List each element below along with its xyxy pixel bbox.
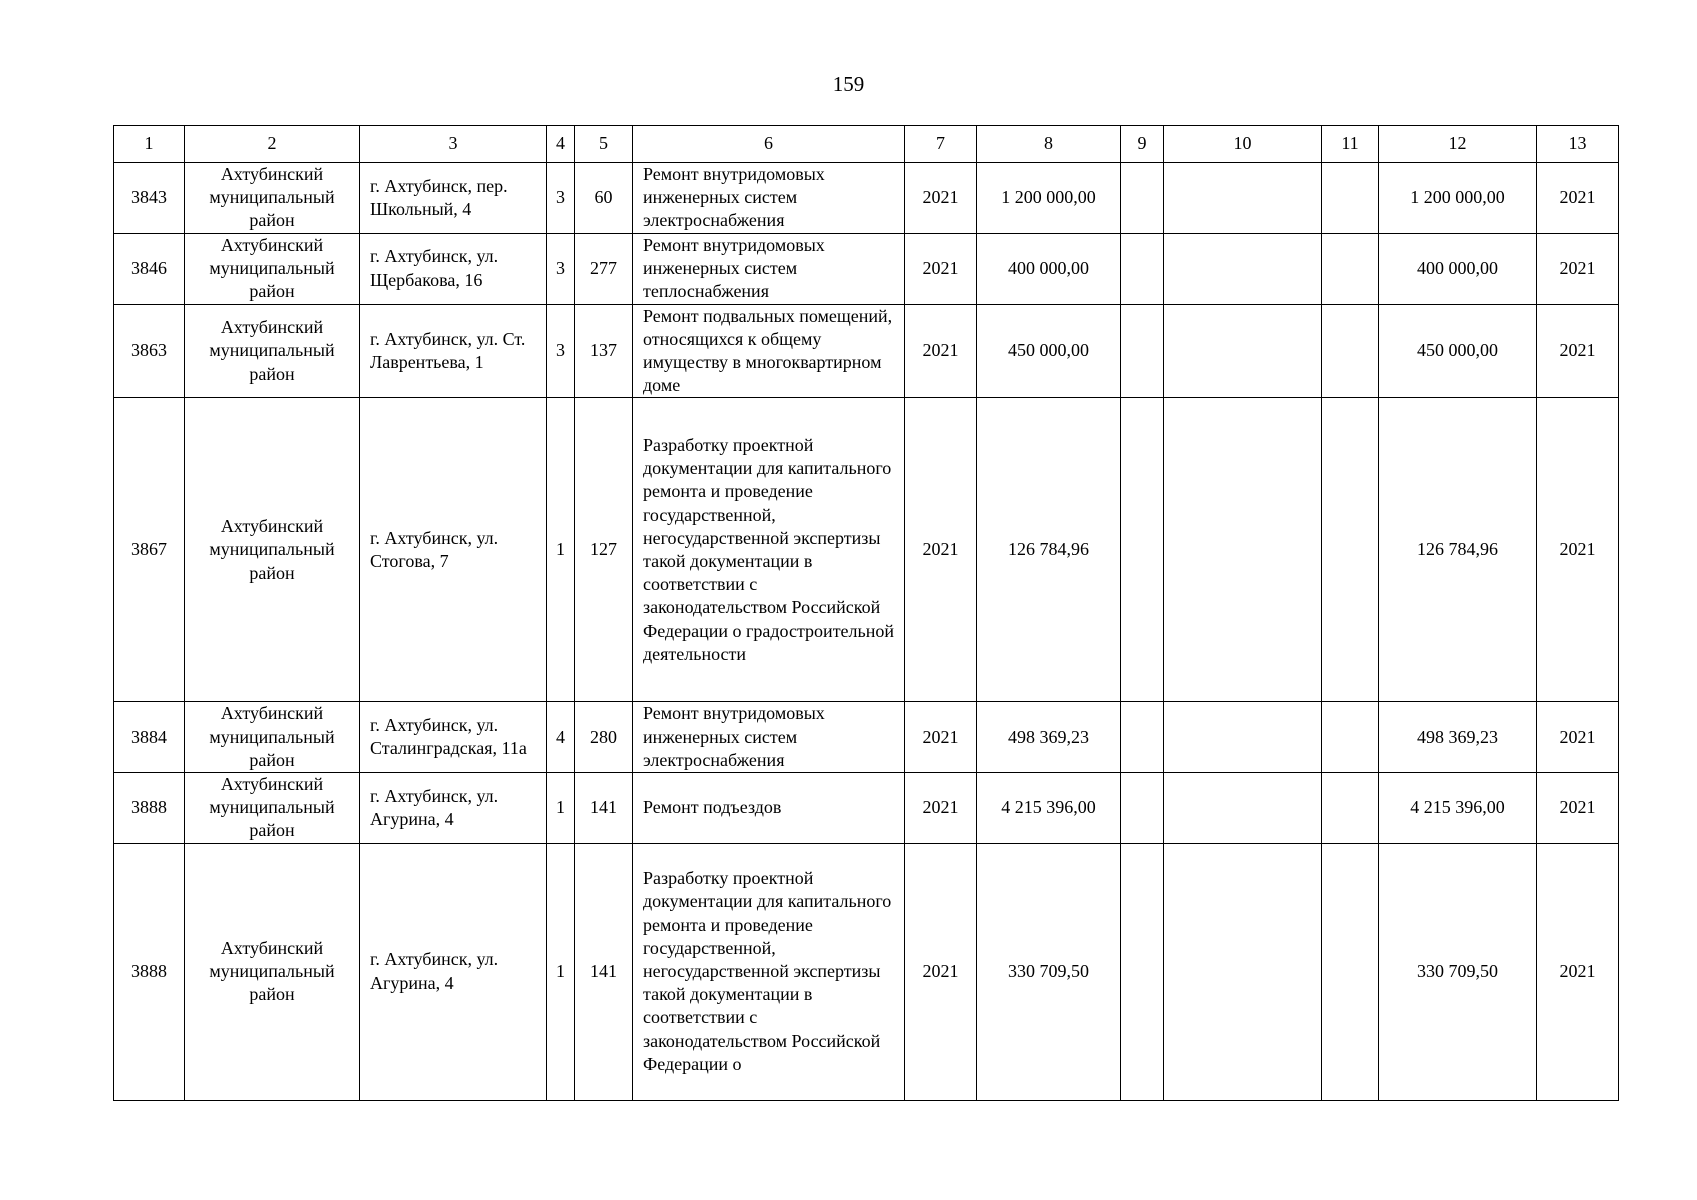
table-row [114,233,1619,304]
amount-cell: 1 200 000,00 [1379,163,1537,234]
column-header: 9 [1121,126,1164,163]
work-type-cell: Ремонт подъездов [633,773,905,844]
year-cell: 2021 [905,233,977,304]
completion-year-cell: 2021 [1537,163,1619,234]
work-type-cell: Ремонт внутридомовых инженерных систем теплоснабжения [633,233,905,304]
municipality-cell: Ахтубинский муниципальный район [185,398,360,702]
address-cell: г. Ахтубинск, пер. Школьный, 4 [360,163,547,234]
amount-cell: 330 709,50 [1379,843,1537,1100]
column-9-cell [1121,702,1164,773]
object-id-cell: 3863 [114,304,185,398]
year-cell: 2021 [905,702,977,773]
address-cell: г. Ахтубинск, ул. Ст. Лаврентьева, 1 [360,304,547,398]
table-row [114,304,1619,398]
object-id-cell: 3846 [114,233,185,304]
page-number: 159 [832,72,865,96]
column-header: 5 [575,126,633,163]
cost-cell: 450 000,00 [977,304,1121,398]
column-10-cell [1164,304,1322,398]
column-5-cell: 137 [575,304,633,398]
address-cell: г. Ахтубинск, ул. Агурина, 4 [360,843,547,1100]
work-type-cell: Разработку проектной документации для капитального ремонта и проведение государственной, негосударственной экспертизы такой документации в соответствии с законодательством Российской Федерации о [633,843,905,1100]
completion-year-cell: 2021 [1537,702,1619,773]
column-header: 8 [977,126,1121,163]
municipality-cell: Ахтубинский муниципальный район [185,702,360,773]
municipality-cell: Ахтубинский муниципальный район [185,843,360,1100]
amount-cell: 126 784,96 [1379,398,1537,702]
cost-cell: 498 369,23 [977,702,1121,773]
column-9-cell [1121,398,1164,702]
table-row [114,398,1619,702]
column-10-cell [1164,843,1322,1100]
column-9-cell [1121,773,1164,844]
column-9-cell [1121,233,1164,304]
amount-cell: 400 000,00 [1379,233,1537,304]
column-10-cell [1164,773,1322,844]
column-4-cell: 1 [547,398,575,702]
column-5-cell: 141 [575,843,633,1100]
work-type-cell: Ремонт подвальных помещений, относящихся к общему имуществу в многоквартирном доме [633,304,905,398]
address-cell: г. Ахтубинск, ул. Сталинградская, 11а [360,702,547,773]
cost-cell: 330 709,50 [977,843,1121,1100]
column-10-cell [1164,233,1322,304]
completion-year-cell: 2021 [1537,233,1619,304]
municipality-cell: Ахтубинский муниципальный район [185,304,360,398]
column-header: 11 [1322,126,1379,163]
column-10-cell [1164,163,1322,234]
municipality-cell: Ахтубинский муниципальный район [185,773,360,844]
cost-cell: 1 200 000,00 [977,163,1121,234]
object-id-cell: 3884 [114,702,185,773]
municipality-cell: Ахтубинский муниципальный район [185,163,360,234]
completion-year-cell: 2021 [1537,843,1619,1100]
column-4-cell: 1 [547,773,575,844]
column-header: 3 [360,126,547,163]
address-cell: г. Ахтубинск, ул. Щербакова, 16 [360,233,547,304]
column-4-cell: 4 [547,702,575,773]
column-11-cell [1322,702,1379,773]
table-row [114,702,1619,773]
municipality-cell: Ахтубинский муниципальный район [185,233,360,304]
column-header: 13 [1537,126,1619,163]
address-cell: г. Ахтубинск, ул. Стогова, 7 [360,398,547,702]
column-11-cell [1322,398,1379,702]
table-row [114,843,1619,1100]
work-type-cell: Ремонт внутридомовых инженерных систем электроснабжения [633,163,905,234]
object-id-cell: 3888 [114,843,185,1100]
column-header: 2 [185,126,360,163]
column-header: 10 [1164,126,1322,163]
completion-year-cell: 2021 [1537,398,1619,702]
column-5-cell: 127 [575,398,633,702]
year-cell: 2021 [905,163,977,234]
cost-cell: 400 000,00 [977,233,1121,304]
amount-cell: 4 215 396,00 [1379,773,1537,844]
column-9-cell [1121,304,1164,398]
table-row [114,773,1619,844]
object-id-cell: 3843 [114,163,185,234]
cost-cell: 4 215 396,00 [977,773,1121,844]
column-header: 1 [114,126,185,163]
year-cell: 2021 [905,773,977,844]
column-5-cell: 277 [575,233,633,304]
table-header-row [114,126,1619,163]
column-11-cell [1322,773,1379,844]
work-type-cell: Разработку проектной документации для капитального ремонта и проведение государственной, негосударственной экспертизы такой документации в соответствии с законодательством Российской Федерации о градостроительной деятельности [633,398,905,702]
amount-cell: 450 000,00 [1379,304,1537,398]
column-11-cell [1322,304,1379,398]
year-cell: 2021 [905,843,977,1100]
column-header: 7 [905,126,977,163]
address-cell: г. Ахтубинск, ул. Агурина, 4 [360,773,547,844]
object-id-cell: 3888 [114,773,185,844]
year-cell: 2021 [905,398,977,702]
column-4-cell: 3 [547,304,575,398]
column-4-cell: 1 [547,843,575,1100]
column-11-cell [1322,163,1379,234]
work-type-cell: Ремонт внутридомовых инженерных систем электроснабжения [633,702,905,773]
column-10-cell [1164,398,1322,702]
registry-table [113,125,1619,1101]
column-5-cell: 60 [575,163,633,234]
column-11-cell [1322,843,1379,1100]
column-5-cell: 141 [575,773,633,844]
column-10-cell [1164,702,1322,773]
amount-cell: 498 369,23 [1379,702,1537,773]
column-11-cell [1322,233,1379,304]
object-id-cell: 3867 [114,398,185,702]
cost-cell: 126 784,96 [977,398,1121,702]
column-header: 4 [547,126,575,163]
column-5-cell: 280 [575,702,633,773]
column-9-cell [1121,843,1164,1100]
column-4-cell: 3 [547,233,575,304]
completion-year-cell: 2021 [1537,304,1619,398]
table-row [114,163,1619,234]
completion-year-cell: 2021 [1537,773,1619,844]
year-cell: 2021 [905,304,977,398]
column-9-cell [1121,163,1164,234]
column-4-cell: 3 [547,163,575,234]
column-header: 6 [633,126,905,163]
column-header: 12 [1379,126,1537,163]
